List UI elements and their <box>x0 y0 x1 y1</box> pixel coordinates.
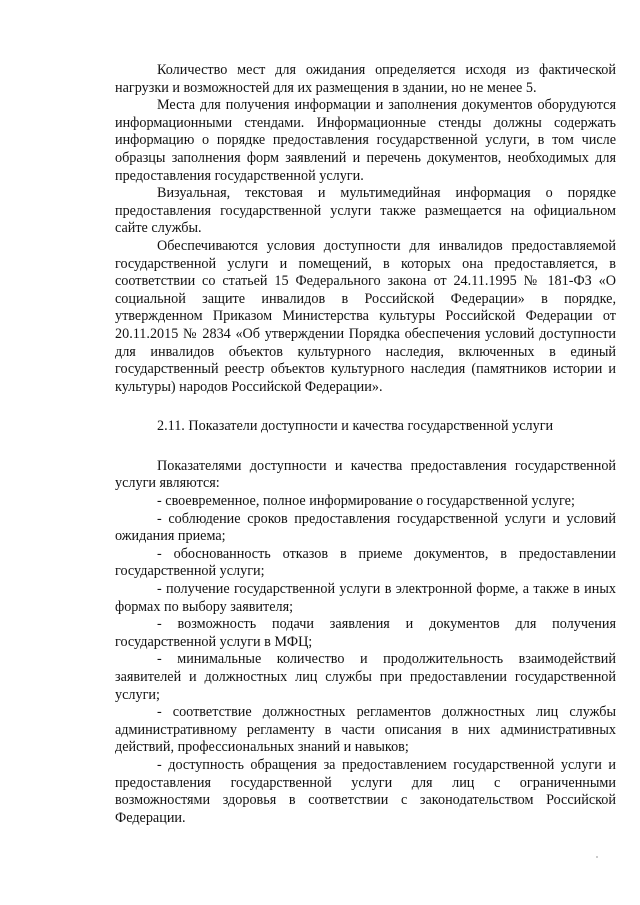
paragraph-info-stands: Места для получения информации и заполнения документов оборудуются информационными стендами. Информационные стенды должны содержать информацию о порядке предоставления государственной услуги, в том числе образцы заполнения форм заявлений и перечень документов, необходимых для предоставления государственной услуги. <box>115 97 616 184</box>
indicators-intro: Показателями доступности и качества предоставления государственной услуги являются: <box>115 457 616 492</box>
section-heading: 2.11. Показатели доступности и качества государственной услуги <box>157 418 554 435</box>
paragraph-accessibility: Обеспечиваются условия доступности для инвалидов предоставляемой государственной услуги и помещений, в которых она предоставляется, в соответствии со статьей 15 Федерального закона от 24.11.1995 № 181-ФЗ «О социальной защите инвалидов в Российской Федерации» в порядке, утвержденном Приказом Министерства культуры Российской Федерации от 20.11.2015 № 2834 «Об утверждении Порядка обеспечения условий доступности для инвалидов объектов культурного наследия, включенных в единый государственный реестр объектов культурного наследия (памятников истории и культуры) народов Российской Федерации». <box>115 237 616 395</box>
paragraph-official-site: Визуальная, текстовая и мультимедийная информация о порядке предоставления государственной услуги также размещается на официальном сайте службы. <box>115 185 616 237</box>
list-item: - доступность обращения за предоставлением государственной услуги и предоставления государственной услуги для лиц с ограниченными возможностями здоровья в соответствии с законодательством Российской Федерации. <box>115 756 616 826</box>
list-item: - получение государственной услуги в электронной форме, а также в иных формах по выбору заявителя; <box>115 581 616 615</box>
list-item: - соответствие должностных регламентов должностных лиц службы административному регламенту в части описания в них административных действий, профессиональных знаний и навыков; <box>115 704 616 756</box>
list-item: - соблюдение сроков предоставления государственной услуги и условий ожидания приема; <box>115 510 616 545</box>
list-item: - обоснованность отказов в приеме документов, в предоставлении государственной услуги; <box>115 545 616 580</box>
paragraph-waiting-places: Количество мест для ожидания определяется исходя из фактической нагрузки и возможностей для их размещения в здании, но не менее 5. <box>115 62 616 96</box>
indicators-list <box>115 493 616 827</box>
list-item: - своевременное, полное информирование о государственной услуге; <box>157 493 575 510</box>
document-page <box>115 62 616 827</box>
list-item: - возможность подачи заявления и документов для получения государственной услуги в МФЦ; <box>115 616 616 650</box>
scan-speck <box>596 856 598 858</box>
list-item: - минимальные количество и продолжительность взаимодействий заявителей и должностных лиц службы при предоставлении государственной услуги; <box>115 651 616 703</box>
